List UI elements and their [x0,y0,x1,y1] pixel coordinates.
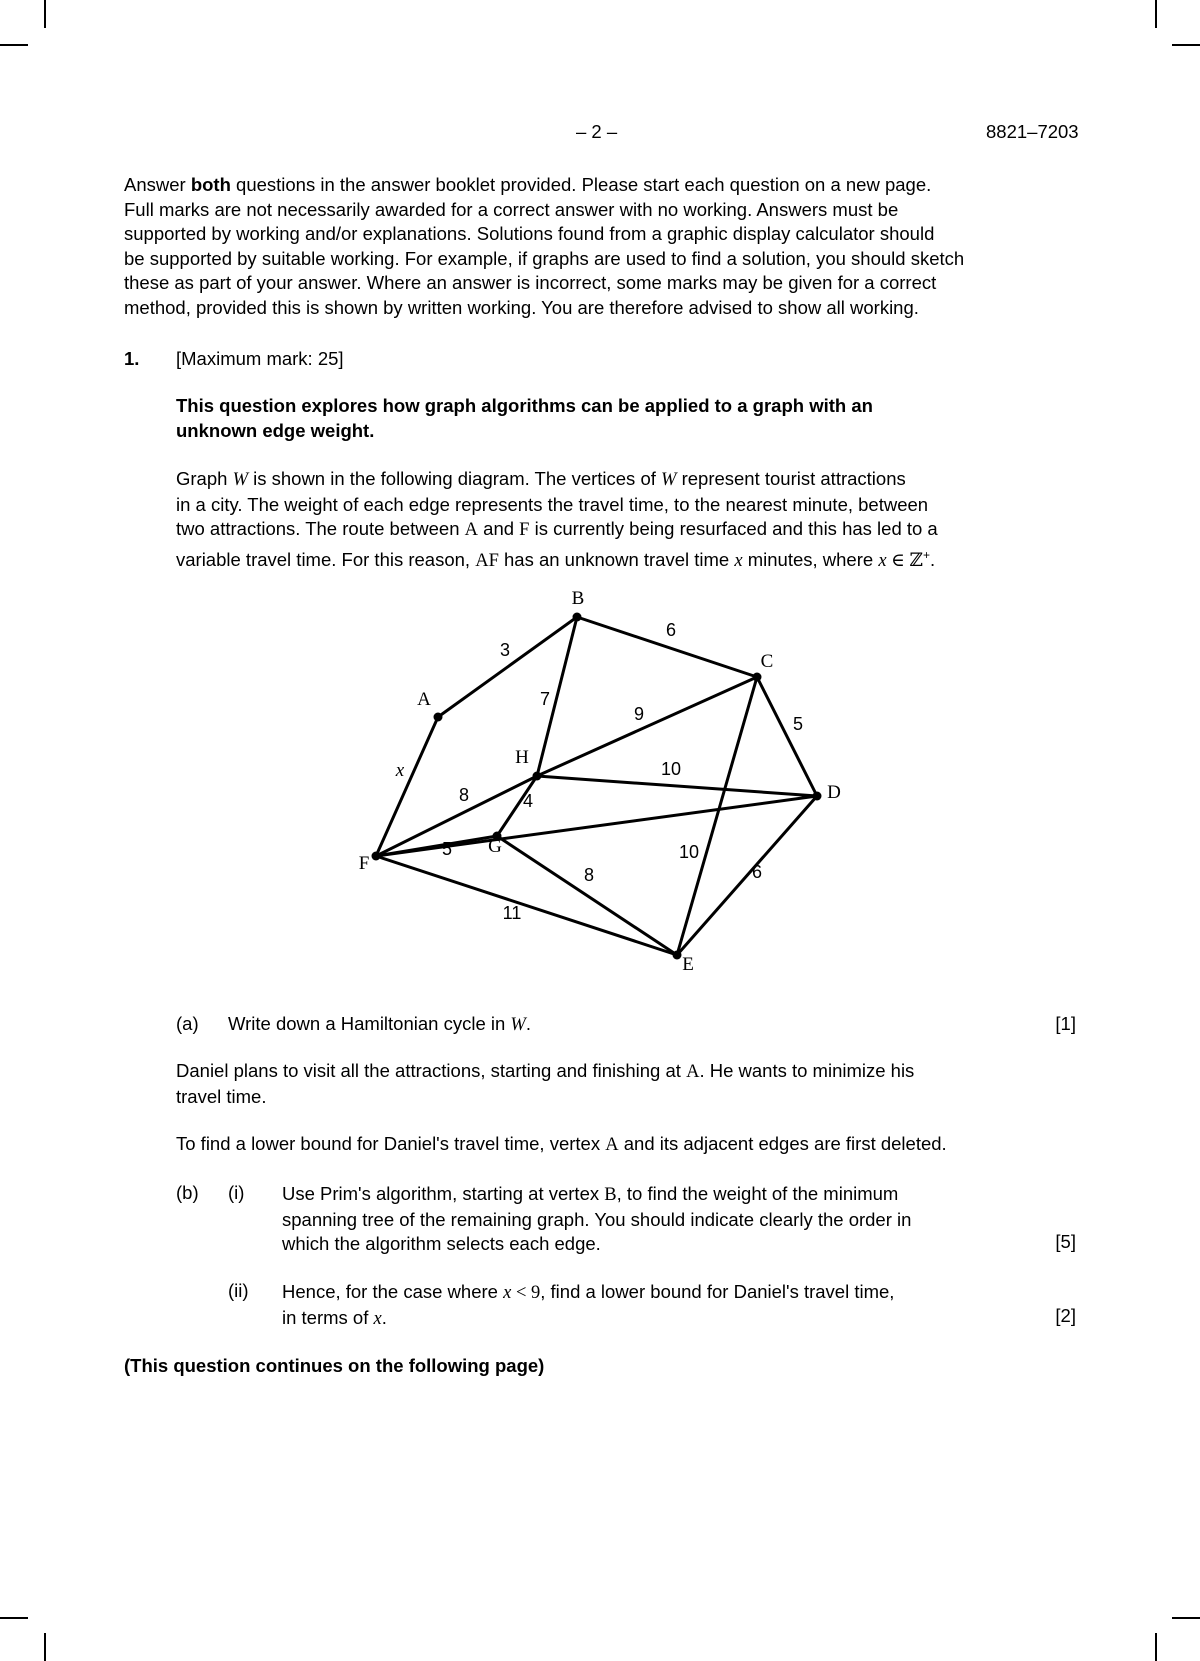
vertex-b [573,613,582,622]
edge-weight-ce: 10 [678,842,700,862]
edge-ce [677,677,757,955]
edge-ch [537,677,757,776]
vertex-label-b: B [571,588,585,609]
edge-weight-cd: 5 [792,714,804,734]
edge-weight-bh: 7 [539,689,551,709]
question-number: 1. [124,348,140,369]
instructions-line: Full marks are not necessarily awarded for a correct answer with no working. Answers must be [124,198,899,220]
edge-hd [537,776,817,796]
daniel-text [176,1059,914,1109]
vertex-e [673,951,682,960]
edge-weight-hd: 10 [660,759,682,779]
daniel-line: Daniel plans to visit all the attractions, starting and finishing at A. He wants to minimize his [176,1060,915,1082]
instructions-line: method, provided this is shown by written working. You are therefore advised to show all working. [124,296,919,318]
edge-weight-de: 6 [751,862,763,882]
vertex-label-g: G [488,836,502,857]
edge-weight-fg: 5 [441,839,453,859]
edge-weight-hf: 8 [458,785,470,805]
max-mark: [Maximum mark: 25] [176,348,344,369]
instructions-line: these as part of your answer. Where an answer is incorrect, some marks may be given for a correct [124,272,937,294]
edge-de [677,796,817,955]
continues-note: (This question continues on the following page) [124,1355,545,1376]
vertex-c [753,673,762,682]
part-b-i-label: (i) [228,1182,245,1203]
instructions-line: supported by working and/or explanations. Solutions found from a graphic display calculator should [124,223,935,245]
part-b-label: (b) [176,1182,199,1203]
part-a-text: Write down a Hamiltonian cycle in W. [228,1013,531,1035]
part-b-ii-line: Hence, for the case where x < 9, find a lower bound for Daniel's travel time, [282,1281,895,1303]
vertex-label-d: D [827,782,841,803]
edge-fe [376,856,677,955]
edge-cd [757,677,817,796]
vertex-h [533,772,542,781]
part-b-i-marks: [5] [1055,1231,1076,1252]
part-b-ii-text [282,1280,894,1331]
vertex-label-a: A [417,689,431,710]
description-line: Graph W is shown in the following diagram. The vertices of W represent tourist attractions [176,468,906,490]
page-number: – 2 – [576,121,618,142]
vertex-d [813,792,822,801]
paper-code: 8821–7203 [986,121,1079,142]
vertex-f [372,852,381,861]
edge-ge [497,836,677,955]
vertex-a [434,713,443,722]
part-b-ii-line: in terms of x. [282,1306,387,1329]
description-line: in a city. The weight of each edge represents the travel time, to the nearest minute, between [176,493,929,515]
edge-weight-ge: 8 [583,865,595,885]
vertex-label-e: E [682,954,694,975]
instructions-line: be supported by suitable working. For example, if graphs are used to find a solution, you should sketch [124,247,965,269]
instructions-line: Answer both questions in the answer booklet provided. Please start each question on a new page. [124,174,932,195]
part-b-i-line: which the algorithm selects each edge. [282,1233,601,1255]
question-lead-line: unknown edge weight. [176,419,375,441]
part-b-ii-marks: [2] [1055,1305,1076,1326]
vertex-label-c: C [760,651,774,672]
daniel-line: travel time. [176,1085,267,1107]
part-a-label: (a) [176,1013,199,1034]
part-b-i-line: Use Prim's algorithm, starting at vertex B, to find the weight of the minimum [282,1183,899,1205]
edge-af [376,717,438,856]
lower-bound-text: To find a lower bound for Daniel's travel time, vertex A and its adjacent edges are first deleted. [176,1133,947,1155]
vertex-label-h: H [515,747,529,768]
edge-weight-fe: 11 [502,903,522,923]
vertex-label-f: F [358,853,370,874]
description-line: two attractions. The route between A and F is currently being resurfaced and this has led to a [176,518,938,541]
edge-weight-af: x [395,760,405,781]
edge-weight-bc: 6 [665,620,677,640]
part-b-ii-label: (ii) [228,1280,249,1301]
edge-weight-ab: 3 [499,640,511,660]
edge-weight-ch: 9 [633,704,645,724]
part-a-marks: [1] [1055,1013,1076,1034]
edge-weight-hg: 4 [522,791,534,811]
description-line: variable travel time. For this reason, AF has an unknown travel time x minutes, where x ∈ ℤ+. [176,547,936,571]
part-b-i-text [282,1182,911,1257]
part-b-i-line: spanning tree of the remaining graph. You should indicate clearly the order in [282,1208,912,1230]
question-lead-line: This question explores how graph algorithms can be applied to a graph with an [176,395,873,416]
